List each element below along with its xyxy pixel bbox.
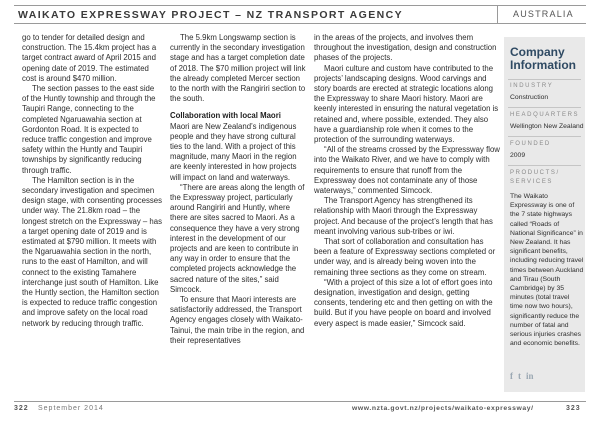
article-paragraph: “All of the streams crossed by the Expressway flow into the Waikato River, and we have to comply with requirements to ensure that runoff from the Expressway does not contaminate any of those waterways,” commented Simcock.	[314, 145, 500, 196]
footer-rule	[14, 401, 586, 402]
sidebar-divider	[508, 107, 581, 108]
article-paragraph: Maori culture and custom have contributed to the projects’ landscaping designs. Wood carvings and story boards are erected at strategic locations along the Expressway to share Maori history. Maori are keenly interested in ensuring the natural vegetation is retained and, where possible, extended. They also have a guardianship role when it comes to the protection of the surrounding waterways.	[314, 63, 499, 145]
page-number-left: 322	[14, 405, 29, 412]
facebook-icon[interactable]: f	[510, 371, 513, 381]
company-info-sidebar	[504, 37, 585, 392]
article-paragraph: The Hamilton section is in the secondary investigation and specimen design stage, with consenting processes under way. The 21.8km road – the longest stretch on the Expressway – has a target opening date of 2019 and is estimated at $790 million. It meets with the Ngaruawahia section in the north, runs to the east of Hamilton, and will connect to the existing Tamahere interchange just south of Hamilton. Like the Huntly section, the Hamilton section is expected to reduce traffic congestion and improve safety on the local road network by reducing through traffic.	[22, 175, 162, 328]
page-header	[0, 0, 600, 28]
sidebar-divider	[508, 79, 581, 80]
page-number-right: 323	[566, 405, 581, 412]
sidebar-divider	[508, 136, 581, 137]
article-paragraph: That sort of collaboration and consultation has been a feature of Expressway sections completed or under way, and is already being woven into the remaining three sections as they come on stream.	[314, 237, 496, 277]
sidebar-title: Company Information	[510, 45, 576, 72]
headquarters-value: Wellington New Zealand	[510, 123, 584, 130]
article-column-1	[22, 33, 162, 329]
article-paragraph: go to tender for detailed design and construction. The 15.4km project has a target contract award of April 2015 and opening date of 2019. The estimated cost is around $470 million.	[22, 33, 157, 83]
header-top-rule	[14, 5, 586, 6]
industry-value: Construction	[510, 94, 549, 101]
article-paragraph: The section passes to the east side of the Huntly township and through the Taupiri Range, connecting to the completed Ngaruawahia section at Gordonton Road. It is expected to reduce traffic congestion and improve safety within the Huntly and Taupiri townships by significantly reducing through traffic.	[22, 84, 156, 175]
founded-label: FOUNDED	[510, 141, 551, 147]
products-label: PRODUCTS/	[510, 170, 560, 176]
article-paragraph: To ensure that Maori interests are satisfactorily addressed, the Transport Agency engages closely with Waikato-Tainui, the main tribe in the region, and their representatives	[170, 295, 305, 345]
industry-label: INDUSTRY	[510, 83, 554, 89]
article-paragraph: “With a project of this size a lot of effort goes into designation, investigation and design, getting consents, tendering etc and then getting on with the build. But if you have people on board and involved every aspect is made easier,” Simcock said.	[314, 277, 493, 328]
header-bottom-rule	[14, 23, 586, 24]
services-label: SERVICES	[510, 179, 554, 185]
header-title: WAIKATO EXPRESSWAY PROJECT – NZ TRANSPORT AGENCY	[18, 9, 403, 21]
article-paragraph: The Transport Agency has strengthened its relationship with Maori through the Expressway project. And because of the project’s length that has meant involving various sub-tribes or iwi.	[314, 196, 493, 236]
paragraph-spacer	[170, 104, 307, 111]
article-paragraph: The 5.9km Longswamp section is currently in the secondary investigation stage and has a target completion date of 2018. The $70 million project will link the already completed Mercer section to the north with the Rangiriri section to the south.	[170, 33, 306, 104]
article-column-2	[170, 33, 307, 346]
founded-value: 2009	[510, 152, 526, 159]
header-divider	[497, 6, 498, 23]
article-paragraph: “There are areas along the length of the Expressway project, particularly around Rangiriri and Huntly, where there are sites sacred to Maori. As a consequence they have a very strong interest in the development of our projects and are keen to contribute in any way in order to ensure that the completed projects acknowledge the sacred nature of the sites,” said Simcock.	[170, 182, 305, 294]
article-paragraph: Maori are New Zealand’s indigenous people and they have strong cultural ties to the land. With a project of this magnitude, many Maori in the region are keenly interested in how projects will impact on land and waterways.	[170, 121, 297, 182]
products-value: The Waikato Expressway is one of the 7 state highways called “Roads of National Significance” in New Zealand. It has significant benefits, including reducing travel times between Auckland and Tirau (South Cambridge) by 35 minutes (total travel time now two hours), significantly reduce the number of fatal and serious injuries crashes and economic benefits.	[510, 193, 584, 348]
article-paragraph: in the areas of the projects, and involves them throughout the investigation, design and construction phases of the projects.	[314, 33, 497, 63]
sidebar-divider	[508, 165, 581, 166]
header-country: AUSTRALIA	[513, 9, 574, 19]
social-links	[510, 371, 534, 381]
linkedin-icon[interactable]: in	[526, 371, 534, 381]
article-column-3	[314, 33, 500, 329]
twitter-icon[interactable]: t	[518, 371, 521, 381]
project-url-link[interactable]: www.nzta.govt.nz/projects/waikato-expressway/	[352, 405, 534, 412]
section-heading: Collaboration with local Maori	[170, 111, 281, 121]
issue-date: September 2014	[38, 405, 104, 412]
headquarters-label: HEADQUARTERS	[510, 112, 580, 118]
